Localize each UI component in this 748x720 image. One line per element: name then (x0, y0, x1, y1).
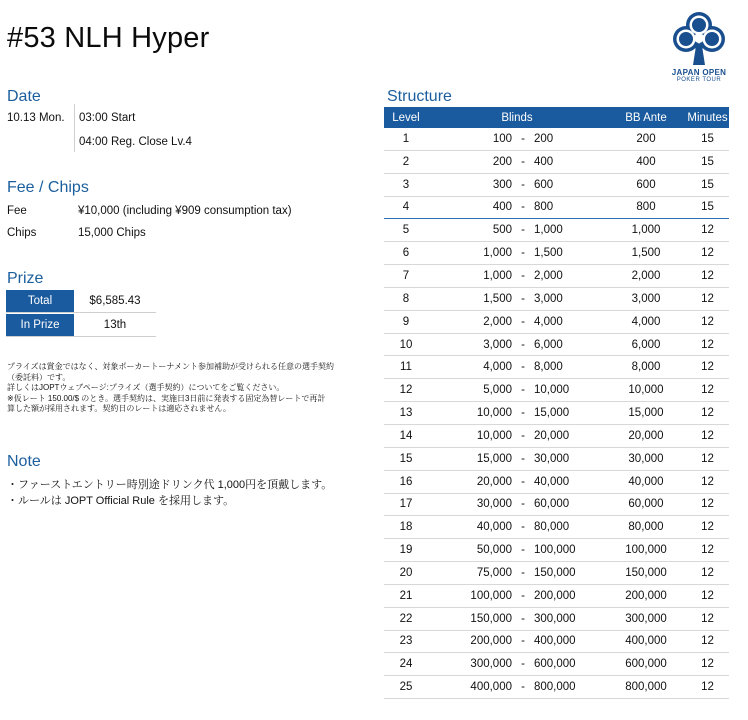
small-blind-cell: 75,000 (476, 566, 512, 579)
level-cell: 1 (402, 132, 410, 145)
structure-table (384, 107, 729, 699)
structure-row (384, 471, 729, 494)
small-blind-cell: 4,000 (483, 361, 512, 374)
small-blind-cell: 2,000 (483, 315, 512, 328)
minutes-cell: 12 (701, 224, 714, 237)
bb-ante-cell: 15,000 (628, 407, 664, 420)
structure-row (384, 653, 729, 676)
bb-ante-cell: 20,000 (628, 429, 664, 442)
structure-row (384, 516, 729, 539)
structure-body (384, 128, 729, 699)
level-cell: 7 (402, 269, 410, 282)
bb-ante-cell: 300,000 (625, 612, 667, 625)
minutes-cell: 12 (701, 475, 714, 488)
bb-ante-cell: 60,000 (628, 498, 664, 511)
level-cell: 8 (402, 292, 410, 305)
blind-separator: - (521, 155, 525, 168)
structure-row (384, 585, 729, 608)
level-cell: 2 (402, 155, 410, 168)
big-blind-cell: 300,000 (534, 612, 576, 625)
structure-row (384, 539, 729, 562)
small-blind-cell: 30,000 (476, 498, 512, 511)
prize-total-label: Total (6, 290, 74, 312)
big-blind-cell: 4,000 (534, 315, 563, 328)
small-blind-cell: 5,000 (483, 384, 512, 397)
level-cell: 3 (402, 178, 410, 191)
small-blind-cell: 100 (492, 132, 512, 145)
bb-ante-cell: 2,000 (631, 269, 661, 282)
note-line-rule: ・ルールは JOPT Official Rule を採用します。 (7, 495, 235, 507)
small-blind-cell: 15,000 (476, 452, 512, 465)
big-blind-cell: 400 (534, 155, 554, 168)
bb-ante-cell: 1,500 (631, 247, 661, 260)
level-cell: 13 (399, 407, 413, 420)
bb-ante-cell: 80,000 (628, 521, 664, 534)
level-cell: 12 (399, 384, 413, 397)
blind-separator: - (521, 521, 525, 534)
big-blind-cell: 20,000 (534, 429, 570, 442)
structure-row (384, 288, 729, 311)
blind-separator: - (521, 178, 525, 191)
col-ante-header: BB Ante (625, 111, 667, 124)
small-blind-cell: 50,000 (476, 544, 512, 557)
page-title: #53 NLH Hyper (7, 22, 210, 54)
minutes-cell: 15 (701, 155, 714, 168)
level-cell: 4 (402, 201, 410, 214)
bb-ante-cell: 8,000 (631, 361, 661, 374)
big-blind-cell: 1,000 (534, 224, 563, 237)
minutes-cell: 12 (701, 452, 714, 465)
minutes-cell: 12 (701, 681, 714, 694)
blind-separator: - (521, 612, 525, 625)
bb-ante-cell: 150,000 (625, 566, 667, 579)
date-start-time: 03:00 Start (79, 112, 136, 124)
blind-separator: - (521, 635, 525, 648)
logo-text-line1: JAPAN OPEN (671, 68, 727, 77)
structure-row (384, 197, 729, 220)
bb-ante-cell: 3,000 (631, 292, 661, 305)
bb-ante-cell: 600 (636, 178, 656, 191)
blind-separator: - (521, 566, 525, 579)
chips-value: 15,000 Chips (78, 227, 146, 239)
bb-ante-cell: 600,000 (625, 658, 667, 671)
bb-ante-cell: 1,000 (631, 224, 661, 237)
prize-note-line: （委託料）です。 (7, 372, 71, 382)
small-blind-cell: 300,000 (470, 658, 512, 671)
minutes-cell: 12 (701, 498, 714, 511)
big-blind-cell: 200 (534, 132, 554, 145)
small-blind-cell: 200,000 (470, 635, 512, 648)
minutes-cell: 12 (701, 407, 714, 420)
prize-heading: Prize (7, 270, 44, 287)
level-cell: 5 (402, 224, 410, 237)
bb-ante-cell: 800 (636, 201, 656, 214)
structure-row (384, 128, 729, 151)
small-blind-cell: 300 (492, 178, 512, 191)
structure-row (384, 379, 729, 402)
level-cell: 14 (399, 429, 413, 442)
blind-separator: - (521, 407, 525, 420)
big-blind-cell: 200,000 (534, 589, 576, 602)
blind-separator: - (521, 452, 525, 465)
blind-separator: - (521, 247, 525, 260)
blind-separator: - (521, 224, 525, 237)
big-blind-cell: 8,000 (534, 361, 563, 374)
big-blind-cell: 10,000 (534, 384, 570, 397)
big-blind-cell: 40,000 (534, 475, 570, 488)
level-cell: 10 (399, 338, 413, 351)
blind-separator: - (521, 658, 525, 671)
structure-row (384, 356, 729, 379)
blind-separator: - (521, 269, 525, 282)
small-blind-cell: 400 (492, 201, 512, 214)
big-blind-cell: 2,000 (534, 269, 563, 282)
blind-separator: - (521, 544, 525, 557)
blind-separator: - (521, 498, 525, 511)
minutes-cell: 12 (701, 315, 714, 328)
level-cell: 15 (399, 452, 413, 465)
blind-separator: - (521, 315, 525, 328)
big-blind-cell: 6,000 (534, 338, 563, 351)
bb-ante-cell: 6,000 (631, 338, 661, 351)
big-blind-cell: 800,000 (534, 681, 576, 694)
clover-icon (671, 10, 727, 68)
big-blind-cell: 800 (534, 201, 554, 214)
minutes-cell: 12 (701, 269, 714, 282)
date-day: 10.13 Mon. (7, 112, 65, 124)
structure-row (384, 402, 729, 425)
col-level-header: Level (392, 111, 420, 124)
structure-row (384, 562, 729, 585)
bb-ante-cell: 200,000 (625, 589, 667, 602)
jopt-logo (666, 10, 732, 100)
col-blinds-header: Blinds (501, 111, 533, 124)
big-blind-cell: 3,000 (534, 292, 563, 305)
level-cell: 17 (399, 498, 413, 511)
chips-label: Chips (7, 227, 37, 239)
structure-row (384, 608, 729, 631)
minutes-cell: 12 (701, 521, 714, 534)
big-blind-cell: 60,000 (534, 498, 570, 511)
level-cell: 19 (399, 544, 413, 557)
note-heading: Note (7, 453, 41, 470)
blind-separator: - (521, 338, 525, 351)
small-blind-cell: 10,000 (476, 429, 512, 442)
bb-ante-cell: 30,000 (628, 452, 664, 465)
structure-row (384, 219, 729, 242)
bb-ante-cell: 40,000 (628, 475, 664, 488)
blind-separator: - (521, 201, 525, 214)
bb-ante-cell: 400 (636, 155, 656, 168)
bb-ante-cell: 4,000 (631, 315, 661, 328)
small-blind-cell: 1,000 (483, 269, 512, 282)
minutes-cell: 12 (701, 384, 714, 397)
minutes-cell: 12 (701, 658, 714, 671)
prize-total-row (6, 290, 156, 313)
big-blind-cell: 150,000 (534, 566, 576, 579)
big-blind-cell: 600 (534, 178, 554, 191)
minutes-cell: 12 (701, 612, 714, 625)
blind-separator: - (521, 292, 525, 305)
small-blind-cell: 100,000 (470, 589, 512, 602)
small-blind-cell: 3,000 (483, 338, 512, 351)
structure-row (384, 242, 729, 265)
minutes-cell: 12 (701, 635, 714, 648)
structure-header-row (384, 107, 729, 128)
bb-ante-cell: 400,000 (625, 635, 667, 648)
bb-ante-cell: 10,000 (628, 384, 664, 397)
structure-row (384, 494, 729, 517)
structure-row (384, 151, 729, 174)
minutes-cell: 12 (701, 566, 714, 579)
logo-text-line2: POKER TOUR (676, 77, 722, 83)
small-blind-cell: 500 (492, 224, 512, 237)
prize-note-line: 詳しくはJOPTウェブページ:プライズ（選手契約）についてをご覧ください。 (7, 383, 285, 392)
level-cell: 20 (399, 566, 413, 579)
level-cell: 9 (402, 315, 410, 328)
blind-separator: - (521, 589, 525, 602)
big-blind-cell: 30,000 (534, 452, 570, 465)
prize-note (7, 362, 352, 415)
small-blind-cell: 10,000 (476, 407, 512, 420)
small-blind-cell: 400,000 (470, 681, 512, 694)
structure-row (384, 448, 729, 471)
prize-in-prize-row (6, 314, 156, 337)
fee-chips-heading: Fee / Chips (7, 179, 89, 196)
level-cell: 18 (399, 521, 413, 534)
big-blind-cell: 400,000 (534, 635, 576, 648)
structure-row (384, 631, 729, 654)
minutes-cell: 12 (701, 589, 714, 602)
blind-separator: - (521, 384, 525, 397)
minutes-cell: 12 (701, 544, 714, 557)
fee-label: Fee (7, 205, 27, 217)
big-blind-cell: 100,000 (534, 544, 576, 557)
col-minutes-header: Minutes (687, 111, 728, 124)
minutes-cell: 15 (701, 132, 714, 145)
date-heading: Date (7, 88, 41, 105)
big-blind-cell: 1,500 (534, 247, 563, 260)
level-cell: 16 (399, 475, 413, 488)
minutes-cell: 15 (701, 178, 714, 191)
blind-separator: - (521, 361, 525, 374)
prize-note-line: 算した額が採用されます。契約日のレートは適応されません。 (7, 404, 231, 413)
date-reg-close: 04:00 Reg. Close Lv.4 (79, 136, 192, 148)
big-blind-cell: 15,000 (534, 407, 570, 420)
blind-separator: - (521, 132, 525, 145)
level-cell: 23 (399, 635, 413, 648)
structure-row (384, 425, 729, 448)
prize-total-value: $6,585.43 (89, 295, 141, 307)
in-prize-value: 13th (103, 319, 127, 331)
in-prize-label: In Prize (6, 314, 74, 336)
small-blind-cell: 20,000 (476, 475, 512, 488)
structure-row (384, 311, 729, 334)
blind-separator: - (521, 429, 525, 442)
level-cell: 6 (402, 247, 410, 260)
small-blind-cell: 1,500 (483, 292, 512, 305)
bb-ante-cell: 100,000 (625, 544, 667, 557)
structure-row (384, 265, 729, 288)
minutes-cell: 12 (701, 361, 714, 374)
structure-row (384, 174, 729, 197)
small-blind-cell: 150,000 (470, 612, 512, 625)
minutes-cell: 12 (701, 292, 714, 305)
level-cell: 24 (399, 658, 413, 671)
bb-ante-cell: 800,000 (625, 681, 667, 694)
bb-ante-cell: 200 (636, 132, 656, 145)
date-divider (74, 104, 75, 152)
minutes-cell: 12 (701, 247, 714, 260)
structure-heading: Structure (387, 88, 452, 105)
small-blind-cell: 200 (492, 155, 512, 168)
level-cell: 21 (399, 589, 413, 602)
fee-value: ¥10,000 (including ¥909 consumption tax) (78, 205, 292, 217)
level-cell: 22 (399, 612, 413, 625)
small-blind-cell: 40,000 (476, 521, 512, 534)
level-cell: 25 (399, 681, 413, 694)
level-cell: 11 (400, 361, 412, 374)
minutes-cell: 12 (701, 338, 714, 351)
structure-row (384, 334, 729, 357)
note-line-drink: ・ファーストエントリー時別途ドリンク代 1,000円を頂戴します。 (7, 479, 333, 491)
big-blind-cell: 80,000 (534, 521, 570, 534)
minutes-cell: 12 (701, 429, 714, 442)
minutes-cell: 15 (701, 201, 714, 214)
prize-note-line: プライズは賞金ではなく、対象ポーカートーナメント参加補助が受けられる任意の選手契約 (7, 362, 335, 371)
structure-row (384, 676, 729, 699)
blind-separator: - (521, 681, 525, 694)
prize-note-line: ※仮レート 150.00/$ のとき。選手契約は、実施日3日前に発表する固定為替レートで再計 (7, 393, 326, 403)
big-blind-cell: 600,000 (534, 658, 576, 671)
small-blind-cell: 1,000 (483, 247, 512, 260)
blind-separator: - (521, 475, 525, 488)
prize-table (6, 290, 156, 337)
